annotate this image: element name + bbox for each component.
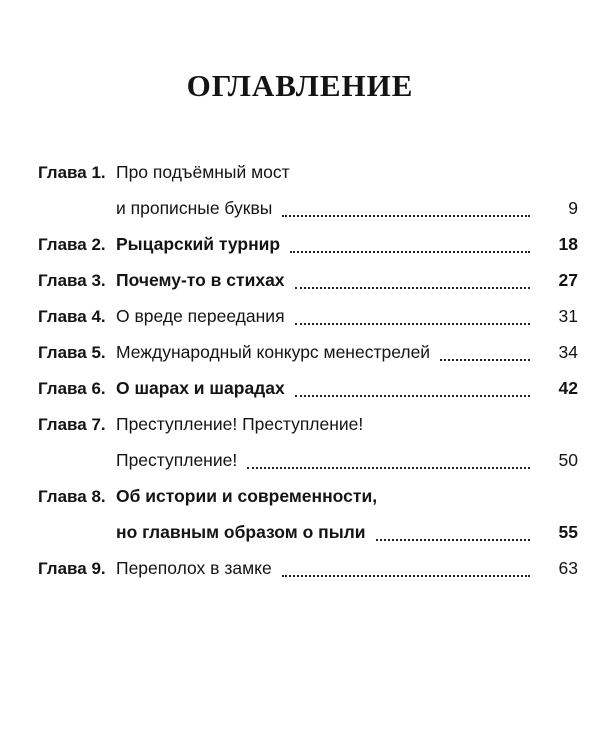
page-title: ОГЛАВЛЕНИЕ: [186, 68, 414, 103]
chapter-title: Международный конкурс менестрелей: [116, 342, 431, 362]
chapter-title: Переполох в замке: [116, 558, 272, 578]
toc-entry-7[interactable]: [38, 406, 578, 478]
page-number: 50: [558, 450, 578, 470]
page-number: 18: [558, 234, 578, 254]
toc-entry-2[interactable]: [38, 226, 578, 262]
page-number: 63: [558, 558, 578, 578]
dot-leader: [440, 358, 530, 361]
toc-entry-5[interactable]: [38, 334, 578, 370]
chapter-label: Глава 8.: [38, 487, 106, 506]
chapter-title-cont: но главным образом о пыли: [116, 522, 366, 542]
page-number: 27: [558, 270, 578, 290]
chapter-title: Об истории и современности,: [116, 486, 378, 506]
chapter-label: Глава 7.: [38, 415, 106, 434]
chapter-title: О вреде переедания: [116, 306, 285, 326]
chapter-label: Глава 5.: [38, 343, 106, 362]
page-number: 55: [558, 522, 578, 542]
dot-leader: [376, 538, 530, 541]
dot-leader: [295, 322, 530, 325]
dot-leader: [295, 286, 530, 289]
chapter-label: Глава 2.: [38, 235, 106, 254]
chapter-title: Почему-то в стихах: [116, 270, 285, 290]
chapter-title: Про подъёмный мост: [116, 162, 290, 182]
chapter-label: Глава 4.: [38, 307, 106, 326]
toc-entry-8[interactable]: [38, 478, 578, 550]
dot-leader: [295, 394, 530, 397]
page-number: 42: [558, 378, 578, 398]
chapter-title-cont: и прописные буквы: [116, 198, 273, 218]
chapter-label: Глава 9.: [38, 559, 106, 578]
dot-leader: [282, 574, 530, 577]
dot-leader: [282, 214, 530, 217]
chapter-label: Глава 6.: [38, 379, 106, 398]
chapter-title: О шарах и шарадах: [116, 378, 285, 398]
toc-entry-9[interactable]: [38, 550, 578, 586]
dot-leader: [247, 466, 530, 469]
chapter-label: Глава 1.: [38, 163, 106, 182]
toc-entry-3[interactable]: [38, 262, 578, 298]
page-number: 34: [558, 342, 578, 362]
page-number: 31: [558, 306, 578, 326]
chapter-title-cont: Преступление!: [116, 450, 238, 470]
chapter-title: Рыцарский турнир: [116, 234, 281, 254]
chapter-title: Преступление! Преступление!: [116, 414, 364, 434]
toc-entry-1[interactable]: [38, 154, 578, 226]
table-of-contents: [38, 154, 578, 586]
toc-entry-6[interactable]: [38, 370, 578, 406]
page-number: 9: [568, 198, 578, 218]
toc-entry-4[interactable]: [38, 298, 578, 334]
dot-leader: [290, 250, 530, 253]
chapter-label: Глава 3.: [38, 271, 106, 290]
